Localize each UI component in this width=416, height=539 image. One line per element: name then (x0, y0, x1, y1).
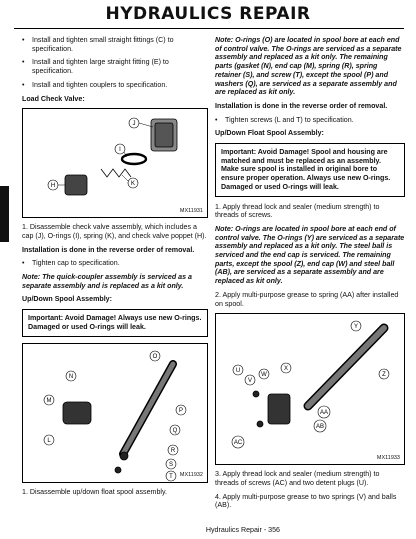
bullet-item: • Tighten screws (L and T) to specification. (215, 115, 354, 124)
figure-code: MX11931 (179, 207, 203, 214)
callout-X: X (283, 366, 289, 373)
callout-W: W (261, 372, 267, 379)
bullet-text: Tighten cap to specification. (32, 259, 120, 268)
step-text: 1. Apply thread lock and sealer (medium strength) to threads of screws. (215, 202, 380, 220)
note-orings-y: Note: O-rings are located in spool bore at each end of control valve. The O-rings (Y) are serviced as a separate assembly and replaced as a kit only. The steel ball is serviced and the end cap is serviced. The remaining parts, except the spool (Z), end cap (W) and steel ball (AB), are serviced as a separate assembly and are replaced as kit only. (215, 224, 405, 286)
updown-heading: Up/Down Spool Assembly: (22, 295, 112, 304)
figure-code: MX11932 (179, 471, 203, 478)
callout-Z: Z (382, 372, 386, 379)
figure-code: MX11933 (376, 454, 400, 461)
callout-N: N (68, 373, 74, 380)
callout-Q: Q (172, 427, 178, 434)
installation-heading: Installation is done in the reverse order of removal. (22, 245, 195, 254)
installation-heading: Installation is done in the reverse order of removal. (215, 101, 388, 110)
page-footer: Hydraulics Repair - 356 (205, 526, 280, 534)
right-column (215, 36, 405, 515)
callout-U: U (235, 368, 241, 375)
load-check-heading: Load Check Valve: (22, 94, 85, 103)
bullet-text: Install and tighten large straight fitting (E) to specification. (32, 58, 169, 76)
callout-S: S (168, 461, 174, 468)
bullet-item: • Install and tighten couplers to specification. (22, 80, 168, 89)
left-column (22, 36, 208, 501)
bullet-text: Install and tighten couplers to specification. (32, 80, 168, 89)
float-spool-heading: Up/Down Float Spool Assembly: (215, 129, 324, 138)
step-text: 1. Disassemble check valve assembly, which includes a cap (J), O-rings (I), spring (K), and check valve poppet (H). (22, 223, 207, 240)
updown-spool-illustration (23, 344, 207, 482)
step-text: 2. Apply multi-purpose grease to spring (AA) after installed on spool. (215, 290, 399, 308)
callout-AA: AA (319, 410, 329, 417)
note-orings: Note: O-rings (O) are located in spool bore at each end of control valve. The O-rings are serviced as a separate assembly and replaced as a kit only. The remaining parts (gasket (N), end cap (M), spring (R), spring retainer (S), and screw (T), except the spool (P) and washers (Q), are serviced as a separate assembly and are replaced as kit only. (215, 36, 402, 97)
callout-O: O (152, 353, 158, 360)
title-rule (14, 28, 404, 29)
callout-V: V (247, 378, 253, 385)
important-box: Important: Avoid Damage! Always use new O-rings. Damaged or used O-rings will leak. (22, 309, 208, 336)
callout-J: J (132, 121, 136, 128)
figure-updown-spool (22, 343, 208, 483)
figure-load-check-valve (22, 108, 208, 218)
callout-P: P (178, 407, 184, 414)
bullet-item: • Install and tighten large straight fitting (E) to specification. (22, 58, 208, 75)
callout-Y: Y (353, 324, 359, 331)
bullet-text: Install and tighten small straight fittings (C) to specification. (32, 36, 174, 53)
callout-AC: AC (233, 440, 243, 447)
callout-R: R (170, 447, 176, 454)
figure-float-spool (215, 313, 405, 465)
important-box: Important: Avoid Damage! Spool and housing are matched and must be replaced as an assembly. Make sure spool is installed in original bore to ensure proper operation. Always use new O-rings. Damaged or used O-rings will leak. (215, 143, 405, 197)
step-text: 4. Apply multi-purpose grease to two springs (V) and balls (AB). (215, 492, 397, 510)
note-coupler: Note: The quick-coupler assembly is serviced as a separate assembly and is replaced as a kit only. (22, 273, 192, 290)
callout-I: I (119, 147, 121, 154)
callout-T: T (169, 473, 173, 480)
step-text: 3. Apply thread lock and sealer (medium strength) to threads of screws (AC) and two detent plugs (U). (215, 470, 380, 487)
callout-AB: AB (315, 424, 325, 431)
callout-M: M (46, 397, 52, 404)
section-tab (0, 186, 9, 242)
page-title: HYDRAULICS REPAIR (105, 4, 311, 24)
step-text: 1. Disassemble up/down float spool assembly. (22, 487, 167, 496)
float-spool-illustration (216, 314, 404, 464)
bullet-item: • Tighten cap to specification. (22, 259, 120, 268)
callout-L: L (47, 437, 51, 444)
callout-H: H (50, 183, 56, 190)
callout-K: K (130, 181, 136, 188)
bullet-item: • Install and tighten small straight fittings (C) to specification. (22, 36, 208, 53)
load-check-valve-illustration (23, 109, 207, 217)
bullet-text: Tighten screws (L and T) to specification. (225, 115, 354, 124)
